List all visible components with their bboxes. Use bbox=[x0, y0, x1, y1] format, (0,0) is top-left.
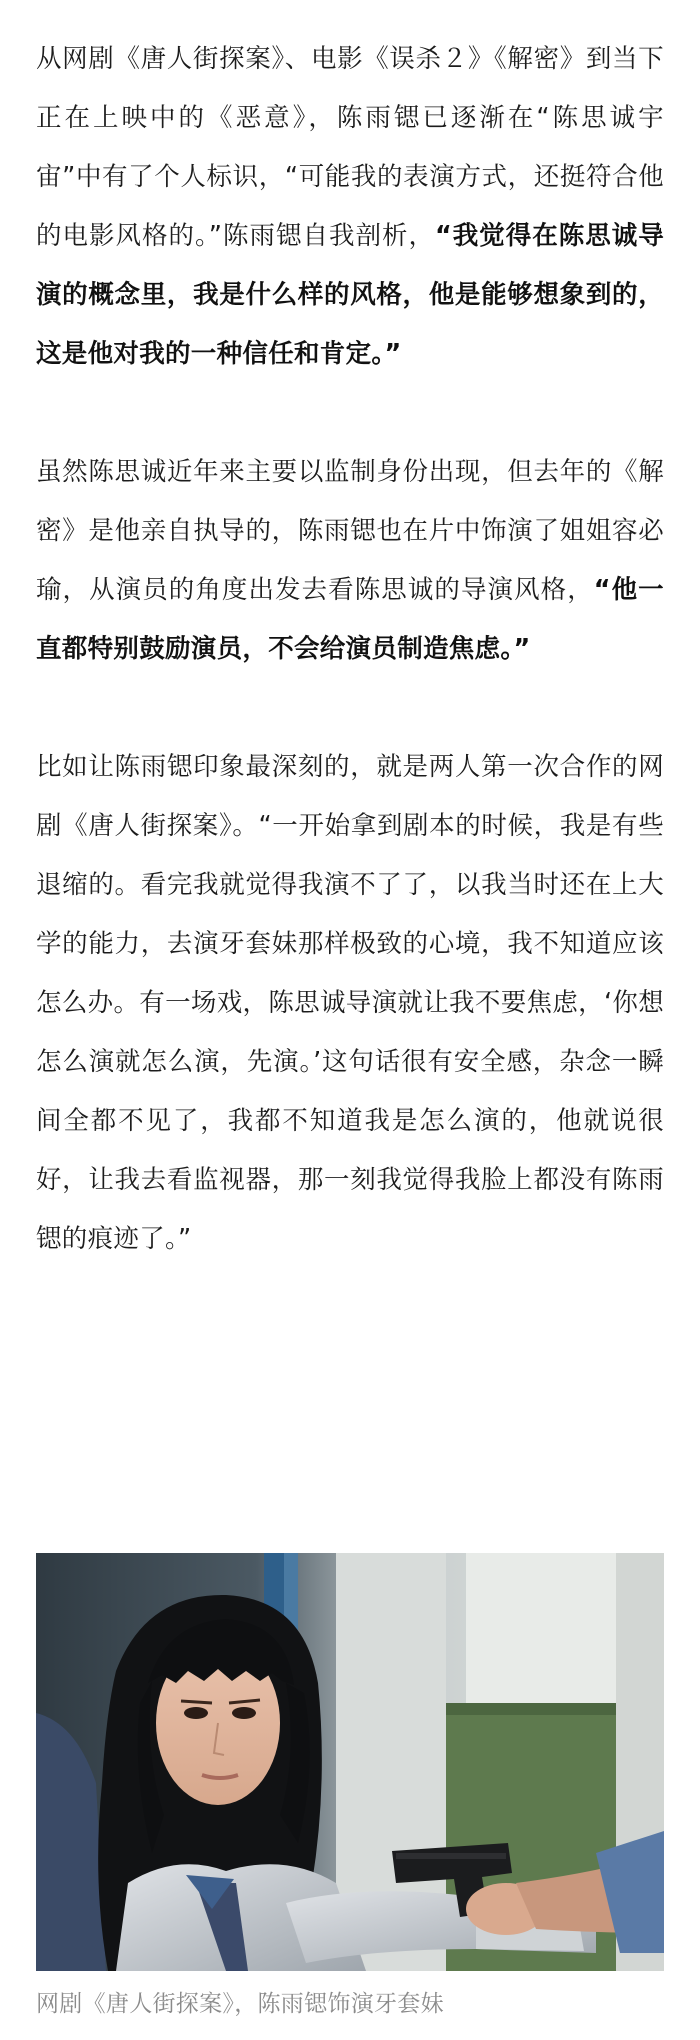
photo-caption: 网剧《唐人街探案》，陈雨锶饰演牙套妹 bbox=[36, 1991, 444, 2017]
paragraph-3-text: 比如让陈雨锶印象最深刻的，就是两人第一次合作的网剧《唐人街探案》。“一开始拿到剧本的时候，我是有些退缩的。看完我就觉得我演不了了，以我当时还在上大学的能力，去演牙套妹那样极致的心境，我不知道应该怎么办。有一场戏，陈思诚导演就让我不要焦虑，‘你想怎么演就怎么演，先演。’这句话很有安全感，杂念一瞬间全都不见了，我都不知道我是怎么演的，他就说很好，让我去看监视器，那一刻我觉得我脸上都没有陈雨锶的痕迹了。” bbox=[36, 752, 664, 1254]
paragraph-3 bbox=[36, 738, 664, 1269]
paragraph-2 bbox=[36, 443, 664, 679]
paragraph-1 bbox=[36, 30, 664, 384]
paragraph-2-text: 虽然陈思诚近年来主要以监制身份出现，但去年的《解密》是他亲自执导的，陈雨锶也在片中饰演了姐姐容必瑜，从演员的角度出发去看陈思诚的导演风格， bbox=[36, 457, 664, 605]
article-body bbox=[36, 30, 664, 1269]
still-photo bbox=[36, 1553, 664, 1971]
paragraph-1-quote: “我觉得在陈思诚导演的概念里，我是什么样的风格，他是能够想象到的，这是他对我的一种信任和肯定。” bbox=[36, 221, 665, 369]
paragraph-1-text: 从网剧《唐人街探案》、电影《误杀２》《解密》到当下正在上映中的《恶意》，陈雨锶已逐渐在“陈思诚宇宙”中有了个人标识，“可能我的表演方式，还挺符合他的电影风格的。”陈雨锶自我剖析， bbox=[36, 44, 664, 251]
paragraph-2-quote: “他一直都特别鼓励演员，不会给演员制造焦虑。” bbox=[36, 575, 664, 664]
